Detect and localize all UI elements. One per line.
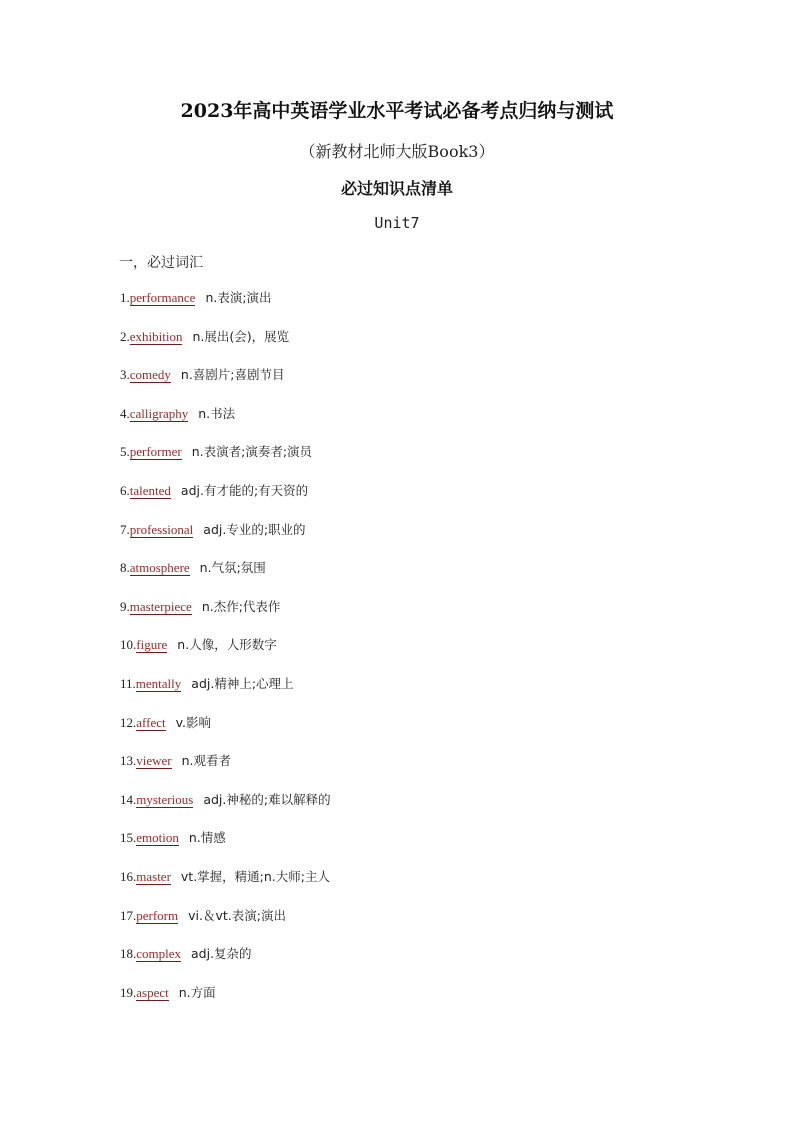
unit-label: Unit7 [374, 214, 420, 232]
vocab-number: 11. [120, 675, 136, 691]
vocab-item [120, 791, 331, 830]
vocab-number: 8. [120, 560, 130, 576]
section-heading: 必过知识点清单 [340, 179, 453, 198]
vocab-word: performer [129, 444, 182, 460]
vocab-definition: adj.专业的;职业的 [203, 521, 306, 537]
vocab-word: complex [136, 946, 182, 962]
vocab-item [120, 405, 331, 444]
vocab-item [120, 366, 331, 405]
vocab-definition: n.展出(会)，展览 [192, 328, 290, 344]
vocab-number: 10. [120, 637, 137, 653]
vocab-item [120, 521, 331, 560]
vocab-word: aspect [136, 984, 169, 1000]
vocab-item [120, 829, 331, 868]
vocab-word: master [136, 868, 171, 884]
vocab-item [120, 598, 331, 637]
vocab-number: 19. [120, 984, 137, 1000]
vocab-item [120, 675, 331, 714]
vocab-definition: vi.＆vt.表演;演出 [188, 907, 286, 923]
vocab-definition: n.情感 [188, 830, 226, 846]
vocab-definition: n.表演者;演奏者;演员 [191, 444, 313, 460]
vocab-word: professional [129, 521, 194, 537]
vocab-number: 16. [120, 868, 137, 884]
vocab-number: 7. [120, 521, 130, 537]
vocab-word: masterpiece [129, 598, 192, 614]
vocab-item [120, 752, 331, 791]
vocab-item [120, 328, 331, 367]
vocab-word: mysterious [136, 791, 194, 807]
vocab-number: 13. [120, 753, 137, 769]
vocab-word: mentally [135, 675, 182, 691]
vocab-word: comedy [129, 367, 171, 383]
vocab-item [120, 868, 331, 907]
vocab-definition: adj.复杂的 [191, 946, 252, 962]
vocab-definition: n.喜剧片;喜剧节目 [180, 367, 285, 383]
vocab-word: talented [129, 482, 171, 498]
vocab-definition: vt.掌握，精通;n.大师;主人 [180, 868, 330, 884]
vocab-number: 14. [120, 791, 137, 807]
vocab-number: 17. [120, 907, 137, 923]
vocab-number: 18. [120, 946, 137, 962]
vocab-number: 9. [120, 598, 130, 614]
document-subtitle: （新教材北师大版Book3） [299, 142, 495, 161]
vocab-number: 3. [120, 367, 130, 383]
vocab-number: 2. [120, 328, 130, 344]
vocab-definition: n.书法 [198, 405, 236, 421]
vocab-definition: n.气氛;氛围 [199, 560, 266, 576]
vocab-definition: n.人像，人形数字 [177, 637, 277, 653]
vocab-definition: adj.精神上;心理上 [191, 675, 294, 691]
vocab-word: affect [136, 714, 166, 730]
vocab-definition: v.影响 [175, 714, 212, 730]
vocab-item [120, 482, 331, 521]
vocab-item [120, 984, 331, 1023]
vocab-word: atmosphere [129, 560, 190, 576]
vocab-number: 6. [120, 482, 130, 498]
vocab-word: figure [136, 637, 168, 653]
vocab-definition: adj.神秘的;难以解释的 [203, 791, 331, 807]
vocab-word: perform [136, 907, 179, 923]
vocab-word: calligraphy [129, 405, 189, 421]
vocab-definition: n.杰作;代表作 [201, 598, 281, 614]
vocab-number: 12. [120, 714, 137, 730]
vocab-item [120, 907, 331, 946]
vocab-list [120, 289, 331, 1022]
vocab-word: viewer [136, 753, 172, 769]
vocab-word: performance [129, 290, 196, 305]
vocab-number: 5. [120, 444, 130, 460]
vocab-section-title: 一，必过词汇 [119, 255, 203, 271]
vocab-word: exhibition [129, 328, 183, 344]
vocab-number: 1. [120, 290, 130, 305]
vocab-definition: n.方面 [178, 984, 216, 1000]
vocab-item [120, 636, 331, 675]
vocab-item [120, 945, 331, 984]
vocab-number: 4. [120, 405, 130, 421]
vocab-definition: adj.有才能的;有天资的 [180, 482, 309, 498]
vocab-number: 15. [120, 830, 137, 846]
document-title: 2023年高中英语学业水平考试必备考点归纳与测试 [180, 100, 614, 122]
vocab-item [120, 559, 331, 598]
vocab-word: emotion [136, 830, 179, 846]
vocab-item [120, 289, 331, 328]
vocab-definition: n.表演;演出 [205, 290, 272, 305]
vocab-item [120, 714, 331, 753]
vocab-definition: n.观看者 [181, 753, 232, 769]
vocab-item [120, 443, 331, 482]
